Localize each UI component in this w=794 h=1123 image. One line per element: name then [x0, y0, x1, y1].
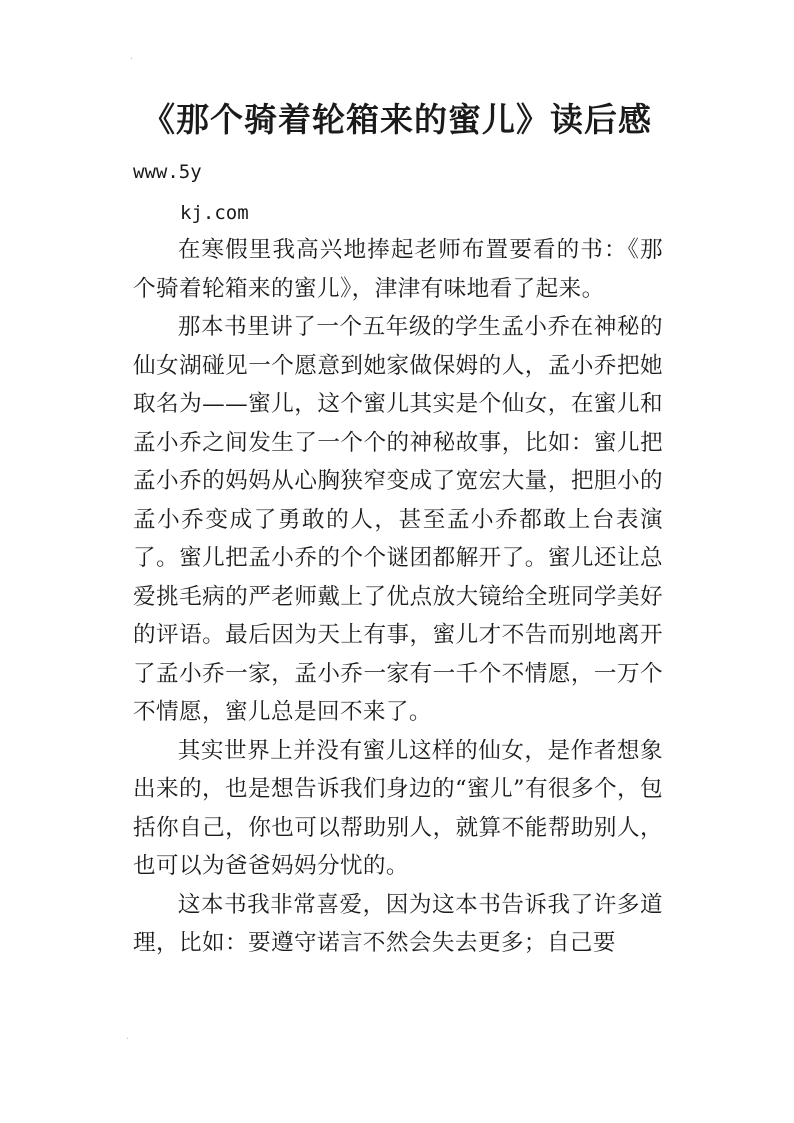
source-url-part-2: kj.com — [180, 202, 249, 224]
paragraph: 其实世界上并没有蜜儿这样的仙女，是作者想象出来的，也是想告诉我们身边的“蜜儿”有很多个，包括你自己，你也可以帮助别人，就算不能帮助别人，也可以为爸爸妈妈分忧的。 — [133, 737, 663, 879]
paragraph: 这本书我非常喜爱，因为这本书告诉我了许多道理，比如：要遵守诺言不然会失去更多；自己要 — [133, 891, 663, 956]
paragraph: 那本书里讲了一个五年级的学生孟小乔在神秘的仙女湖碰见一个愿意到她家做保姆的人，孟小乔把她取名为——蜜儿，这个蜜儿其实是个仙女，在蜜儿和孟小乔之间发生了一个个的神秘故事，比如：蜜儿把孟小乔的妈妈从心胸狭窄变成了宽宏大量，把胆小的孟小乔变成了勇敢的人，甚至孟小乔都敢上台表演了。蜜儿把孟小乔的个个谜团都解开了。蜜儿还让总爱挑毛病的严老师戴上了优点放大镜给全班同学美好的评语。最后因为天上有事，蜜儿才不告而别地离开了孟小乔一家，孟小乔一家有一千个不情愿，一万个不情愿，蜜儿总是回不来了。 — [133, 314, 663, 725]
paragraph: 在寒假里我高兴地捧起老师布置要看的书：《那个骑着轮箱来的蜜儿》，津津有味地看了起来。 — [133, 237, 663, 302]
article-body — [133, 231, 663, 963]
scan-artifact-mark: · — [130, 54, 134, 65]
source-url-part-1: www.5y — [133, 161, 202, 183]
scan-artifact-mark: · — [126, 1034, 130, 1045]
page-title: 《那个骑着轮箱来的蜜儿》读后感 — [142, 100, 652, 139]
